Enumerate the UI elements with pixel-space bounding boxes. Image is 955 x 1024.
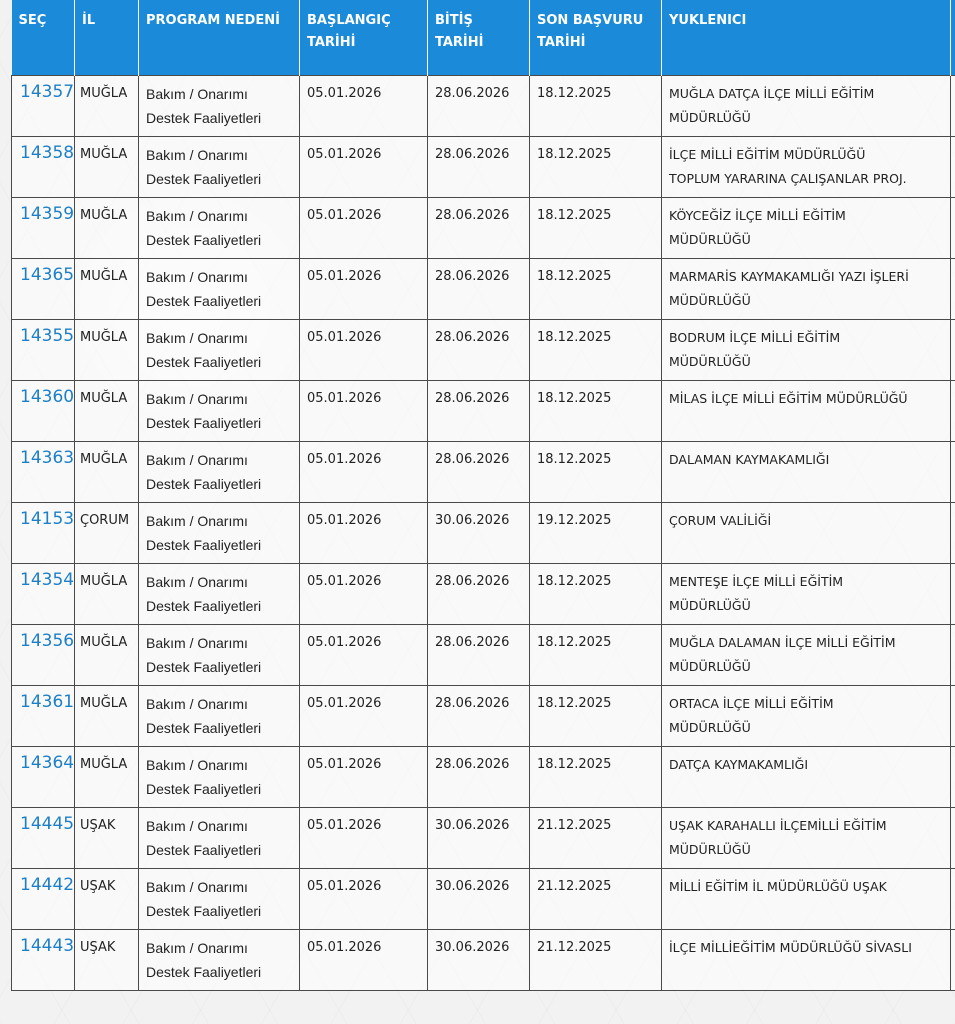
header-bitis-line2: TARİHİ <box>435 35 484 50</box>
table-row <box>12 563 955 624</box>
cell-baslangic <box>300 807 428 868</box>
baslangic-value: 05.01.2026 <box>307 573 382 589</box>
cell-sec <box>12 685 75 746</box>
cell-extra <box>951 502 955 563</box>
header-baslangic-line2: TARİHİ <box>307 35 356 50</box>
cell-program <box>139 136 300 197</box>
cell-sec <box>12 807 75 868</box>
cell-extra <box>951 380 955 441</box>
cell-yuklenici <box>662 746 951 807</box>
bitis-value: 28.06.2026 <box>435 756 510 772</box>
cell-baslangic <box>300 136 428 197</box>
cell-baslangic <box>300 746 428 807</box>
header-il[interactable] <box>75 0 139 75</box>
bitis-value: 28.06.2026 <box>435 207 510 223</box>
cell-yuklenici <box>662 136 951 197</box>
yuklenici-line1: MUĞLA DALAMAN İLÇE MİLLİ EĞİTİM <box>669 634 896 650</box>
program-line1: Bakım / Onarımı <box>146 634 248 651</box>
cell-bitis <box>428 75 530 136</box>
cell-baslangic <box>300 319 428 380</box>
program-line1: Bakım / Onarımı <box>146 817 248 834</box>
yuklenici-line2: MÜDÜRLÜĞÜ <box>669 719 751 735</box>
cell-program <box>139 441 300 502</box>
program-line1: Bakım / Onarımı <box>146 329 248 346</box>
program-line2: Destek Faaliyetleri <box>146 658 262 675</box>
cell-sec <box>12 258 75 319</box>
bitis-value: 28.06.2026 <box>435 634 510 650</box>
table-row <box>12 929 955 990</box>
cell-bitis <box>428 807 530 868</box>
cell-program <box>139 746 300 807</box>
table-row <box>12 502 955 563</box>
program-line1: Bakım / Onarımı <box>146 390 248 407</box>
cell-son-basvuru <box>530 197 662 258</box>
yuklenici-line2: MÜDÜRLÜĞÜ <box>669 353 751 369</box>
il-value: MUĞLA <box>80 695 128 711</box>
program-line1: Bakım / Onarımı <box>146 878 248 895</box>
cell-son-basvuru <box>530 258 662 319</box>
select-link[interactable]: 14363 <box>20 447 75 468</box>
son-basvuru-value: 18.12.2025 <box>537 756 612 772</box>
son-basvuru-value: 18.12.2025 <box>537 390 612 406</box>
cell-program <box>139 75 300 136</box>
program-line2: Destek Faaliyetleri <box>146 841 262 858</box>
baslangic-value: 05.01.2026 <box>307 207 382 223</box>
program-line1: Bakım / Onarımı <box>146 85 248 102</box>
cell-il <box>75 807 139 868</box>
son-basvuru-value: 18.12.2025 <box>537 695 612 711</box>
cell-bitis <box>428 563 530 624</box>
table-row <box>12 258 955 319</box>
cell-baslangic <box>300 868 428 929</box>
cell-baslangic <box>300 624 428 685</box>
yuklenici-line1: UŞAK KARAHALLI İLÇEMİLLİ EĞİTİM <box>669 817 887 833</box>
bitis-value: 28.06.2026 <box>435 329 510 345</box>
cell-baslangic <box>300 502 428 563</box>
cell-program <box>139 807 300 868</box>
yuklenici-line1: MUĞLA DATÇA İLÇE MİLLİ EĞİTİM <box>669 85 875 101</box>
son-basvuru-value: 18.12.2025 <box>537 268 612 284</box>
cell-il <box>75 197 139 258</box>
table-row <box>12 807 955 868</box>
program-line2: Destek Faaliyetleri <box>146 963 262 980</box>
cell-bitis <box>428 319 530 380</box>
cell-il <box>75 380 139 441</box>
cell-extra <box>951 685 955 746</box>
yuklenici-line1: İLÇE MİLLİEĞİTİM MÜDÜRLÜĞÜ SİVASLI <box>669 939 912 955</box>
baslangic-value: 05.01.2026 <box>307 85 382 101</box>
yuklenici-line1: ORTACA İLÇE MİLLİ EĞİTİM <box>669 695 834 711</box>
cell-program <box>139 258 300 319</box>
son-basvuru-value: 18.12.2025 <box>537 146 612 162</box>
program-line1: Bakım / Onarımı <box>146 939 248 956</box>
header-son-line1: SON BAŞVURU <box>537 13 644 28</box>
son-basvuru-value: 21.12.2025 <box>537 939 612 955</box>
il-value: UŞAK <box>80 878 116 894</box>
bitis-value: 28.06.2026 <box>435 390 510 406</box>
son-basvuru-value: 18.12.2025 <box>537 573 612 589</box>
table-row <box>12 746 955 807</box>
select-link[interactable]: 14357 <box>20 81 75 102</box>
yuklenici-line2: TOPLUM YARARINA ÇALIŞANLAR PROJ. <box>669 170 907 186</box>
header-sec[interactable] <box>12 0 75 75</box>
cell-son-basvuru <box>530 441 662 502</box>
baslangic-value: 05.01.2026 <box>307 146 382 162</box>
cell-il <box>75 563 139 624</box>
yuklenici-line2: MÜDÜRLÜĞÜ <box>669 109 751 125</box>
cell-extra <box>951 319 955 380</box>
cell-son-basvuru <box>530 563 662 624</box>
il-value: UŞAK <box>80 817 116 833</box>
program-line2: Destek Faaliyetleri <box>146 414 262 431</box>
baslangic-value: 05.01.2026 <box>307 939 382 955</box>
cell-yuklenici <box>662 441 951 502</box>
header-extra <box>951 0 955 75</box>
yuklenici-line1: MİLAS İLÇE MİLLİ EĞİTİM MÜDÜRLÜĞÜ <box>669 390 908 406</box>
cell-son-basvuru <box>530 75 662 136</box>
bitis-value: 30.06.2026 <box>435 817 510 833</box>
son-basvuru-value: 19.12.2025 <box>537 512 612 528</box>
il-value: MUĞLA <box>80 268 128 284</box>
program-line2: Destek Faaliyetleri <box>146 292 262 309</box>
bitis-value: 30.06.2026 <box>435 512 510 528</box>
cell-extra <box>951 807 955 868</box>
table-row <box>12 624 955 685</box>
cell-il <box>75 502 139 563</box>
baslangic-value: 05.01.2026 <box>307 878 382 894</box>
program-line2: Destek Faaliyetleri <box>146 475 262 492</box>
cell-extra <box>951 136 955 197</box>
cell-program <box>139 319 300 380</box>
bitis-value: 28.06.2026 <box>435 695 510 711</box>
cell-sec <box>12 502 75 563</box>
cell-baslangic <box>300 441 428 502</box>
il-value: MUĞLA <box>80 329 128 345</box>
program-table <box>11 0 955 991</box>
cell-yuklenici <box>662 929 951 990</box>
cell-son-basvuru <box>530 807 662 868</box>
cell-sec <box>12 746 75 807</box>
cell-yuklenici <box>662 380 951 441</box>
yuklenici-line1: BODRUM İLÇE MİLLİ EĞİTİM <box>669 329 841 345</box>
table-row <box>12 136 955 197</box>
cell-il <box>75 929 139 990</box>
cell-extra <box>951 75 955 136</box>
il-value: MUĞLA <box>80 85 128 101</box>
cell-bitis <box>428 441 530 502</box>
cell-sec <box>12 563 75 624</box>
program-line2: Destek Faaliyetleri <box>146 109 262 126</box>
cell-son-basvuru <box>530 502 662 563</box>
cell-yuklenici <box>662 502 951 563</box>
baslangic-value: 05.01.2026 <box>307 817 382 833</box>
cell-il <box>75 868 139 929</box>
bitis-value: 30.06.2026 <box>435 939 510 955</box>
yuklenici-line2: MÜDÜRLÜĞÜ <box>669 841 751 857</box>
baslangic-value: 05.01.2026 <box>307 451 382 467</box>
cell-baslangic <box>300 685 428 746</box>
program-line2: Destek Faaliyetleri <box>146 902 262 919</box>
cell-son-basvuru <box>530 685 662 746</box>
yuklenici-line2: MÜDÜRLÜĞÜ <box>669 231 751 247</box>
cell-sec <box>12 441 75 502</box>
program-line1: Bakım / Onarımı <box>146 207 248 224</box>
cell-extra <box>951 929 955 990</box>
table-row <box>12 868 955 929</box>
bitis-value: 28.06.2026 <box>435 573 510 589</box>
select-link[interactable]: 14354 <box>20 569 75 590</box>
cell-bitis <box>428 136 530 197</box>
program-line2: Destek Faaliyetleri <box>146 719 262 736</box>
cell-yuklenici <box>662 258 951 319</box>
program-line2: Destek Faaliyetleri <box>146 353 262 370</box>
header-bitis-line1: BİTİŞ <box>435 13 473 28</box>
table-row <box>12 319 955 380</box>
cell-program <box>139 868 300 929</box>
cell-sec <box>12 380 75 441</box>
program-line2: Destek Faaliyetleri <box>146 536 262 553</box>
cell-son-basvuru <box>530 319 662 380</box>
cell-bitis <box>428 685 530 746</box>
bitis-value: 28.06.2026 <box>435 146 510 162</box>
cell-son-basvuru <box>530 136 662 197</box>
cell-extra <box>951 624 955 685</box>
baslangic-value: 05.01.2026 <box>307 390 382 406</box>
cell-baslangic <box>300 258 428 319</box>
cell-yuklenici <box>662 685 951 746</box>
header-yuklenici-label: YUKLENICI <box>669 13 747 28</box>
select-link[interactable]: 14360 <box>20 386 75 407</box>
cell-program <box>139 197 300 258</box>
yuklenici-line2: MÜDÜRLÜĞÜ <box>669 292 751 308</box>
select-link[interactable]: 14153 <box>20 508 75 529</box>
table-row <box>12 685 955 746</box>
cell-program <box>139 563 300 624</box>
yuklenici-line2: MÜDÜRLÜĞÜ <box>669 597 751 613</box>
cell-extra <box>951 868 955 929</box>
son-basvuru-value: 21.12.2025 <box>537 878 612 894</box>
header-baslangic[interactable] <box>300 0 428 75</box>
table-row <box>12 380 955 441</box>
cell-program <box>139 502 300 563</box>
il-value: MUĞLA <box>80 146 128 162</box>
select-link[interactable]: 14361 <box>20 691 75 712</box>
select-link[interactable]: 14359 <box>20 203 75 224</box>
cell-baslangic <box>300 75 428 136</box>
header-sec-label: SEÇ <box>18 13 47 28</box>
header-son-line2: TARİHİ <box>537 35 586 50</box>
select-link[interactable]: 14356 <box>20 630 75 651</box>
cell-extra <box>951 746 955 807</box>
cell-baslangic <box>300 563 428 624</box>
table-row <box>12 75 955 136</box>
header-son-basvuru[interactable] <box>530 0 662 75</box>
cell-baslangic <box>300 380 428 441</box>
program-line1: Bakım / Onarımı <box>146 146 248 163</box>
baslangic-value: 05.01.2026 <box>307 695 382 711</box>
select-link[interactable]: 14445 <box>20 813 75 834</box>
select-link[interactable]: 14355 <box>20 325 75 346</box>
son-basvuru-value: 18.12.2025 <box>537 329 612 345</box>
cell-yuklenici <box>662 75 951 136</box>
cell-bitis <box>428 868 530 929</box>
program-line1: Bakım / Onarımı <box>146 268 248 285</box>
yuklenici-line1: MİLLİ EĞİTİM İL MÜDÜRLÜĞÜ UŞAK <box>669 878 887 894</box>
yuklenici-line1: DATÇA KAYMAKAMLIĞI <box>669 756 809 772</box>
cell-extra <box>951 197 955 258</box>
cell-bitis <box>428 258 530 319</box>
cell-bitis <box>428 197 530 258</box>
il-value: MUĞLA <box>80 390 128 406</box>
table-row <box>12 441 955 502</box>
cell-program <box>139 380 300 441</box>
il-value: MUĞLA <box>80 451 128 467</box>
yuklenici-line1: MENTEŞE İLÇE MİLLİ EĞİTİM <box>669 573 844 589</box>
cell-yuklenici <box>662 197 951 258</box>
bitis-value: 30.06.2026 <box>435 878 510 894</box>
cell-yuklenici <box>662 563 951 624</box>
cell-sec <box>12 136 75 197</box>
cell-bitis <box>428 929 530 990</box>
program-line1: Bakım / Onarımı <box>146 756 248 773</box>
bitis-value: 28.06.2026 <box>435 451 510 467</box>
cell-program <box>139 685 300 746</box>
header-bitis[interactable] <box>428 0 530 75</box>
cell-yuklenici <box>662 807 951 868</box>
header-il-label: İL <box>82 13 96 28</box>
table-header <box>12 0 955 75</box>
table-body <box>12 75 955 990</box>
cell-baslangic <box>300 197 428 258</box>
cell-bitis <box>428 746 530 807</box>
il-value: UŞAK <box>80 939 116 955</box>
cell-program <box>139 624 300 685</box>
cell-yuklenici <box>662 319 951 380</box>
cell-il <box>75 319 139 380</box>
cell-baslangic <box>300 929 428 990</box>
cell-sec <box>12 75 75 136</box>
cell-sec <box>12 868 75 929</box>
yuklenici-line1: İLÇE MİLLİ EĞİTİM MÜDÜRLÜĞÜ <box>669 146 866 162</box>
cell-sec <box>12 197 75 258</box>
cell-son-basvuru <box>530 624 662 685</box>
il-value: MUĞLA <box>80 756 128 772</box>
cell-bitis <box>428 502 530 563</box>
cell-extra <box>951 258 955 319</box>
baslangic-value: 05.01.2026 <box>307 329 382 345</box>
select-link[interactable]: 14442 <box>20 874 75 895</box>
cell-il <box>75 746 139 807</box>
cell-sec <box>12 319 75 380</box>
bitis-value: 28.06.2026 <box>435 268 510 284</box>
yuklenici-line1: MARMARİS KAYMAKAMLIĞI YAZI İŞLERİ <box>669 268 909 284</box>
program-line1: Bakım / Onarımı <box>146 451 248 468</box>
cell-son-basvuru <box>530 868 662 929</box>
son-basvuru-value: 18.12.2025 <box>537 207 612 223</box>
cell-bitis <box>428 624 530 685</box>
baslangic-value: 05.01.2026 <box>307 756 382 772</box>
header-program-label: PROGRAM NEDENİ <box>146 13 280 28</box>
cell-son-basvuru <box>530 746 662 807</box>
cell-son-basvuru <box>530 380 662 441</box>
cell-program <box>139 929 300 990</box>
il-value: MUĞLA <box>80 573 128 589</box>
baslangic-value: 05.01.2026 <box>307 634 382 650</box>
header-program[interactable] <box>139 0 300 75</box>
yuklenici-line1: DALAMAN KAYMAKAMLIĞI <box>669 451 830 467</box>
program-line1: Bakım / Onarımı <box>146 573 248 590</box>
baslangic-value: 05.01.2026 <box>307 512 382 528</box>
program-line1: Bakım / Onarımı <box>146 512 248 529</box>
bitis-value: 28.06.2026 <box>435 85 510 101</box>
son-basvuru-value: 18.12.2025 <box>537 451 612 467</box>
header-yuklenici[interactable] <box>662 0 951 75</box>
table-row <box>12 197 955 258</box>
cell-extra <box>951 563 955 624</box>
program-line2: Destek Faaliyetleri <box>146 231 262 248</box>
cell-il <box>75 258 139 319</box>
cell-extra <box>951 441 955 502</box>
cell-il <box>75 685 139 746</box>
cell-bitis <box>428 380 530 441</box>
son-basvuru-value: 21.12.2025 <box>537 817 612 833</box>
cell-yuklenici <box>662 624 951 685</box>
yuklenici-line2: MÜDÜRLÜĞÜ <box>669 658 751 674</box>
cell-sec <box>12 929 75 990</box>
cell-il <box>75 624 139 685</box>
select-link[interactable]: 14365 <box>20 264 75 285</box>
yuklenici-line1: KÖYCEĞİZ İLÇE MİLLİ EĞİTİM <box>669 207 846 223</box>
select-link[interactable]: 14443 <box>20 935 75 956</box>
cell-yuklenici <box>662 868 951 929</box>
program-line2: Destek Faaliyetleri <box>146 597 262 614</box>
yuklenici-line1: ÇORUM VALİLİĞİ <box>669 512 772 528</box>
cell-son-basvuru <box>530 929 662 990</box>
cell-il <box>75 136 139 197</box>
program-line2: Destek Faaliyetleri <box>146 780 262 797</box>
baslangic-value: 05.01.2026 <box>307 268 382 284</box>
son-basvuru-value: 18.12.2025 <box>537 85 612 101</box>
select-link[interactable]: 14364 <box>20 752 75 773</box>
il-value: MUĞLA <box>80 207 128 223</box>
program-line2: Destek Faaliyetleri <box>146 170 262 187</box>
il-value: MUĞLA <box>80 634 128 650</box>
son-basvuru-value: 18.12.2025 <box>537 634 612 650</box>
cell-il <box>75 441 139 502</box>
header-baslangic-line1: BAŞLANGIÇ <box>307 13 391 28</box>
cell-il <box>75 75 139 136</box>
select-link[interactable]: 14358 <box>20 142 75 163</box>
cell-sec <box>12 624 75 685</box>
il-value: ÇORUM <box>80 512 130 528</box>
program-line1: Bakım / Onarımı <box>146 695 248 712</box>
